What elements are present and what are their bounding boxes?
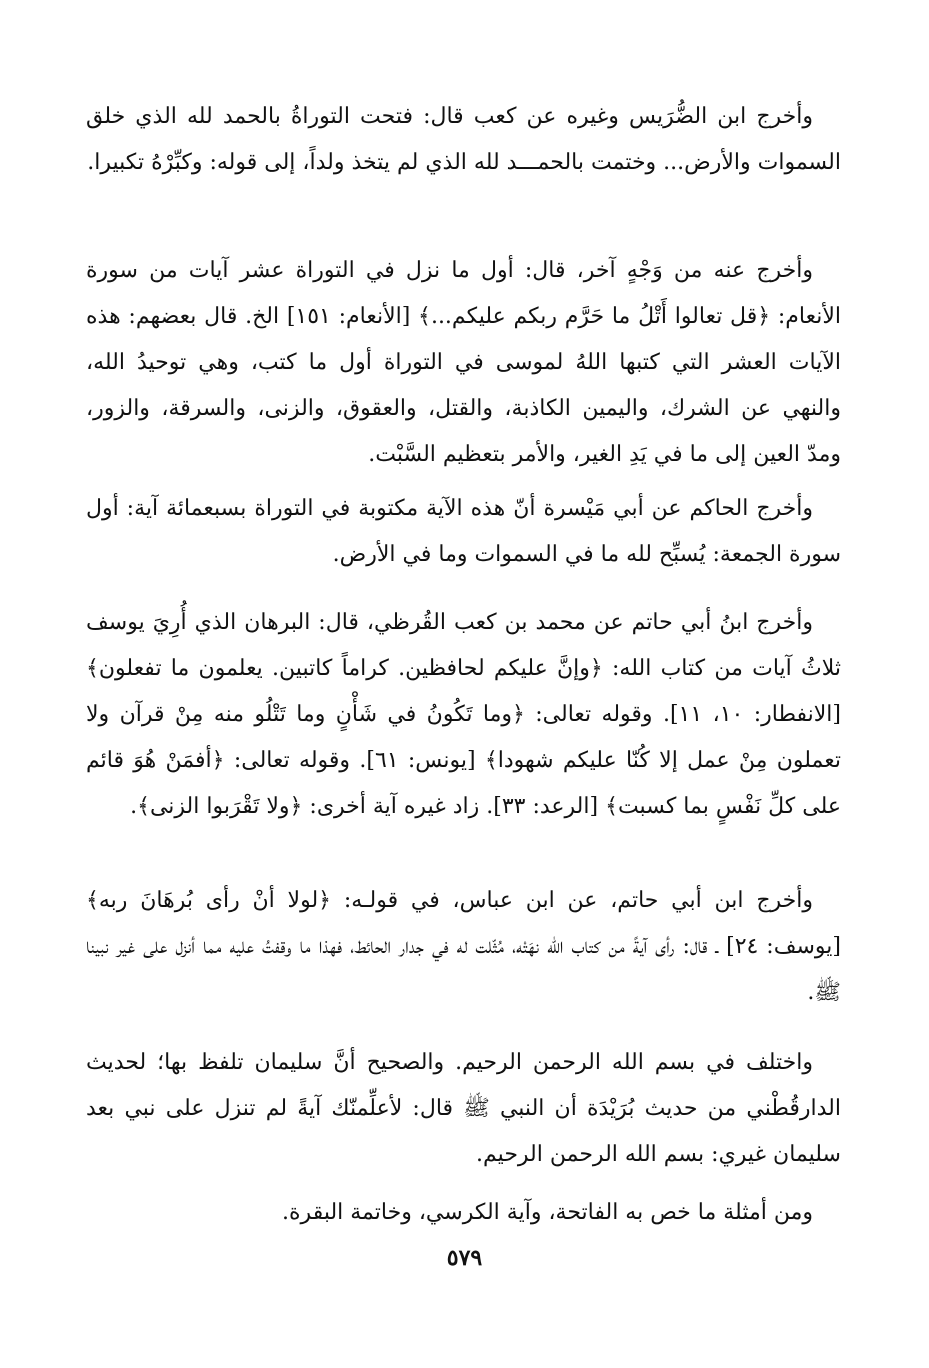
page-number: ٥٧٩ [446, 1245, 483, 1271]
paragraph-4 [86, 600, 841, 830]
paragraph-7-text: ومن أمثلة ما خص به الفاتحة، وآية الكرسي، وخاتمة البقرة. [282, 1200, 813, 1225]
paragraph-1-text: وأخرج ابن الضُّرَيس وغيره عن كعب قال: فتحت التوراةُ بالحمد لله الذي خلق السموات والأرض... وختمت بالحمـــد لله الذي لم يتخذ ولداً، إلى قوله: وكبِّرْهُ تكبيرا. [86, 104, 841, 175]
paragraph-6-text: واختلف في بسم الله الرحمن الرحيم. والصحيح أنَّ سليمان تلفظ بها؛ لحديث الدارقُطْني من حديث بُرَيْدَة أن النبي ﷺ قال: لأعلِّمنّك آيةً لم تنزل على نبي بعد سليمان غيري: بسم الله الرحمن الرحيم. [86, 1050, 841, 1167]
paragraph-5-text: وأخرج ابن أبي حاتم، عن ابن عباس، في قولـه: ﴿لولا أنْ رأى بُرهَانَ ربه﴾ [يوسف: ٢٤] ـ قال: رأى آيةً من كتاب الله نهَتْه، مُثّلت له في جدار الحائط، فهذا ما وقفتُ عليه مما أنزل على غير نبينا ﷺ. [86, 888, 841, 1005]
paragraph-3 [86, 486, 841, 578]
paragraph-3-text: وأخرج الحاكم عن أبي مَيْسرة أنّ هذه الآية مكتوبة في التوراة بسبعمائة آية: أول سورة الجمعة: يُسبِّح لله ما في السموات وما في الأرض. [86, 496, 841, 567]
paragraph-2 [86, 248, 841, 478]
paragraph-1 [86, 94, 841, 186]
paragraph-5 [86, 878, 841, 1016]
paragraph-4-text: وأخرج ابنُ أبي حاتم عن محمد بن كعب القُرظي، قال: البرهان الذي أُرِيَ يوسف ثلاثُ آيات من كتاب الله: ﴿وإنَّ عليكم لحافظين. كراماً كاتبين. يعلمون ما تفعلون﴾ [الانفطار: ١٠، ١١]. وقوله تعالى: ﴿وما تَكُونُ في شَأْنٍ وما تَتْلُو منه مِنْ قرآن ولا تعملون مِنْ عمل إلا كُنّا عليكم شهودا﴾ [يونس: ٦١]. وقوله تعالى: ﴿أفمَنْ هُوَ قائم على كلِّ نَفْسٍ بما كسبت﴾ [الرعد: ٣٣]. زاد غيره آية أخرى: ﴿ولا تَقْرَبوا الزنى﴾. [86, 610, 842, 819]
paragraph-2-text: وأخرج عنه من وَجْهٍ آخر، قال: أول ما نزل في التوراة عشر آيات من سورة الأنعام: ﴿قل تعالوا أَتْلُ ما حَرَّم ربكم عليكم...﴾ [الأنعام: ١٥١] الخ. قال بعضهم: هذه الآيات العشر التي كتبها اللهُ لموسى في التوراة أول ما كتب، وهي توحيدُ الله، والنهي عن الشرك، واليمين الكاذبة، والقتل، والعقوق، والزنى، والسرقة، والزور، ومدّ العين إلى ما في يَدِ الغير، والأمر بتعظيم السَّبْت. [86, 258, 841, 467]
paragraph-7 [86, 1190, 841, 1236]
paragraph-6 [86, 1040, 841, 1178]
